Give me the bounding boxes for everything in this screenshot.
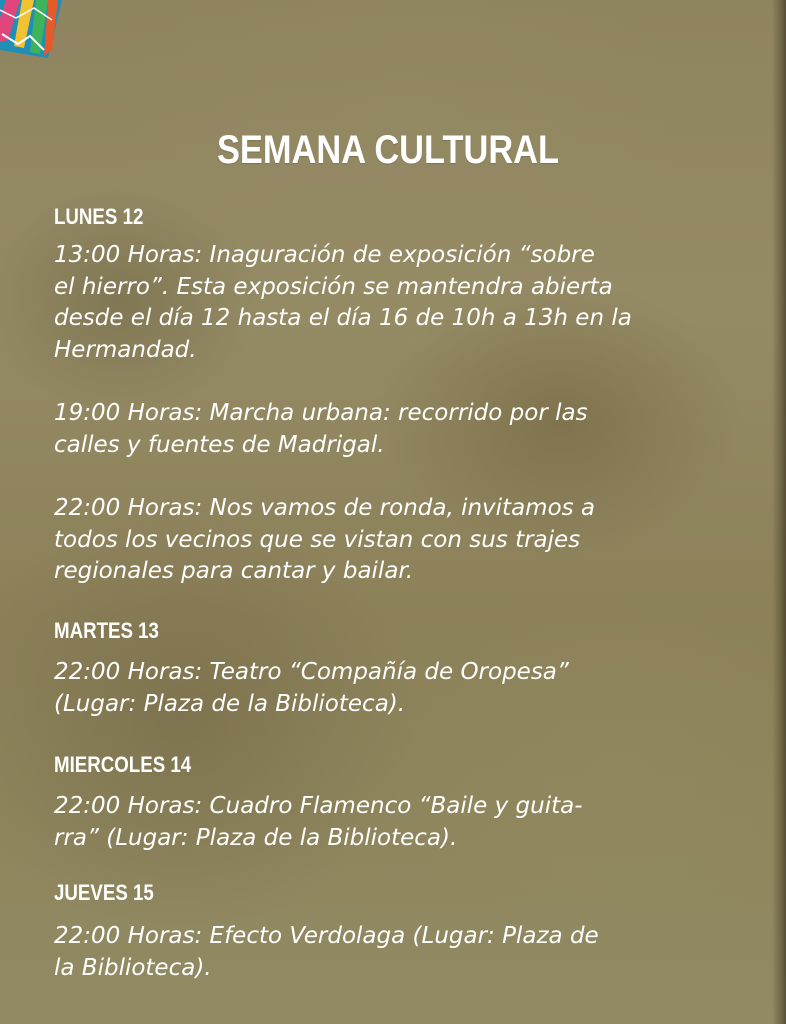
event-line: el hierro”. Esta exposición se mantendra abierta [54,273,613,300]
event-lunes-2200 [54,493,734,588]
event-martes-2200 [54,657,734,720]
page-spine-shadow [772,0,786,1024]
day-heading-lunes: LUNES 12 [54,204,144,229]
event-line: 22:00 Horas: Efecto Verdolaga (Lugar: Plaza de [54,923,599,949]
event-jueves-2200 [54,921,734,984]
event-miercoles-2200 [54,791,734,854]
event-lunes-1300 [54,240,734,366]
event-line: (Lugar: Plaza de la Biblioteca). [54,690,406,717]
event-line: 13:00 Horas: Inaguración de exposición “sobre [54,242,595,268]
event-line: 22:00 Horas: Cuadro Flamenco “Baile y guita- [54,793,583,819]
event-line: todos los vecinos que se vistan con sus trajes [54,526,581,553]
event-line: Hermandad. [54,336,197,363]
page-title: SEMANA CULTURAL [216,128,560,172]
event-line: la Biblioteca). [54,954,212,981]
event-line: rra” (Lugar: Plaza de la Biblioteca). [54,824,458,851]
day-heading-martes: MARTES 13 [54,618,159,643]
event-lunes-1900 [54,398,734,461]
event-line: 22:00 Horas: Teatro “Compañía de Oropesa” [54,659,569,685]
day-heading-miercoles: MIERCOLES 14 [54,752,192,777]
day-heading-jueves: JUEVES 15 [54,880,154,905]
event-line: 22:00 Horas: Nos vamos de ronda, invitamos a [54,495,596,521]
decorative-corner-graphic [0,0,70,60]
event-line: calles y fuentes de Madrigal. [54,431,385,458]
event-line: regionales para cantar y bailar. [54,558,414,584]
event-line: 19:00 Horas: Marcha urbana: recorrido por las [54,400,588,426]
event-line: desde el día 12 hasta el día 16 de 10h a 13h en la [54,305,632,331]
